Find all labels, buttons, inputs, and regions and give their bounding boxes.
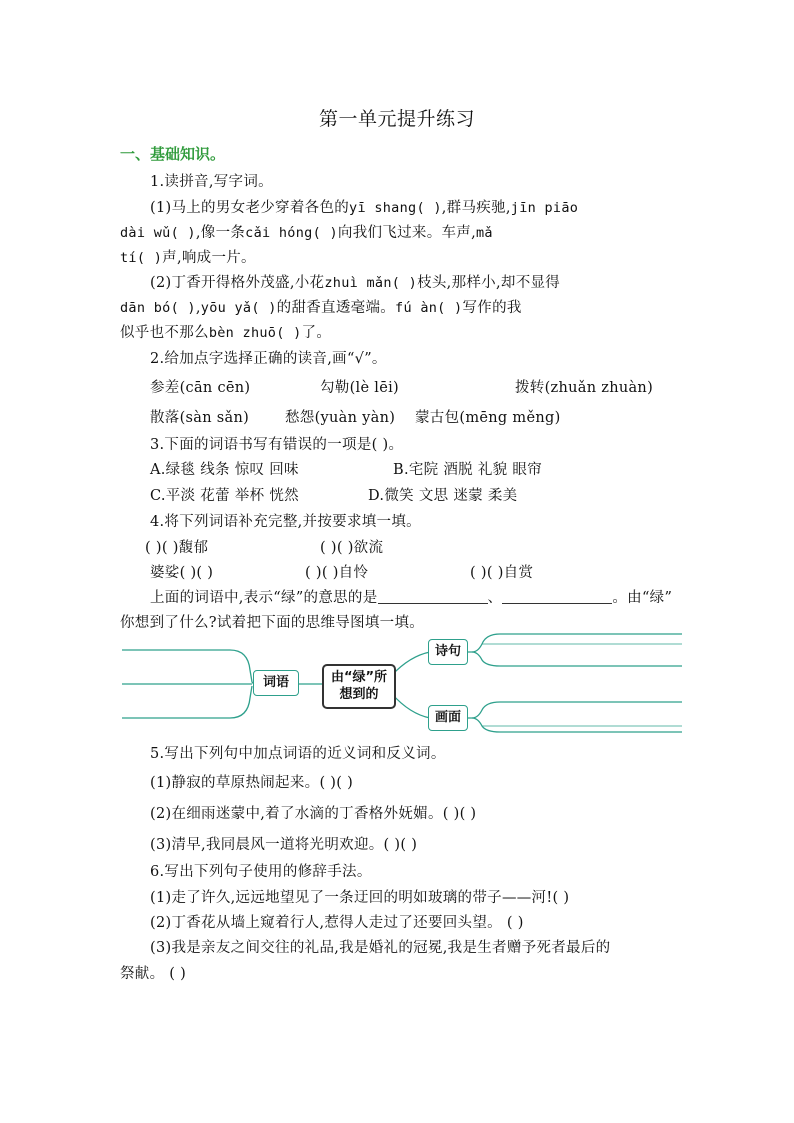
q1-line-1: (1)马上的男女老少穿着各色的yī shang( ),群马疾驰,jīn piāo xyxy=(150,200,579,216)
q6-sentence-3b: 祭献。 ( ) xyxy=(120,966,187,982)
q2-heading: 2.给加点字选择正确的读音,画“√”。 xyxy=(150,351,387,367)
mind-map-node-poems: 诗句 xyxy=(428,639,468,665)
bottom-connector xyxy=(392,694,430,718)
left-branch-line-3 xyxy=(122,686,252,718)
page-title: 第一单元提升练习 xyxy=(318,108,475,130)
bottom-right-line-2 xyxy=(472,718,682,732)
q5-sentence-1: (1)静寂的草原热闹起来。( )( ) xyxy=(150,775,354,791)
q3-heading: 3.下面的词语书写有错误的一项是( )。 xyxy=(150,437,404,453)
mind-map-node-words: 词语 xyxy=(253,670,299,696)
q3-options-ab: A.绿毯 线条 惊叹 回味 B.宅院 酒脱 礼貌 眼帘 xyxy=(150,462,542,478)
section-heading-basic: 一、基础知识。 xyxy=(120,145,226,163)
top-right-line-1 xyxy=(462,634,682,652)
q1-line-6: 似乎也不那么bèn zhuō( )了。 xyxy=(120,325,332,341)
mind-map-center-node: 由“绿”所 想到的 xyxy=(322,664,396,709)
q5-heading: 5.写出下列句中加点词语的近义词和反义词。 xyxy=(150,746,446,762)
q1-line-2: dài wǔ( ),像一条cǎi hóng( )向我们飞过来。车声,mǎ xyxy=(120,225,493,241)
mind-map-node-pictures: 画面 xyxy=(428,705,468,731)
q2-row-1: 参差(cān cēn) 勾勒(lè lēi) 拨转(zhuǎn zhuàn) xyxy=(150,380,654,396)
answer-blank-1[interactable] xyxy=(378,589,488,604)
q6-heading: 6.写出下列句子使用的修辞手法。 xyxy=(150,864,372,880)
mind-map-lines xyxy=(120,630,690,740)
q6-sentence-3a: (3)我是亲友之间交往的礼品,我是婚礼的冠冕,我是生者赠予死者最后的 xyxy=(150,940,611,956)
q5-sentence-3: (3)清早,我同晨风一道将光明欢迎。( )( ) xyxy=(150,837,418,853)
left-branch-line-1 xyxy=(122,650,258,685)
q4-heading: 4.将下列词语补充完整,并按要求填一填。 xyxy=(150,514,421,530)
q1-line-4: (2)丁香开得格外茂盛,小花zhuì mǎn( )枝头,那样小,却不显得 xyxy=(150,275,561,291)
q4-text-1: 上面的词语中,表示“绿”的意思的是 、 。由“绿” xyxy=(150,590,673,606)
q5-sentence-2: (2)在细雨迷蒙中,着了水滴的丁香格外妩媚。( )( ) xyxy=(150,806,477,822)
answer-blank-2[interactable] xyxy=(502,589,612,604)
q3-options-cd: C.平淡 花蕾 举杯 恍然 D.微笑 文思 迷蒙 柔美 xyxy=(150,488,518,504)
q1-heading: 1.读拼音,写字词。 xyxy=(150,174,273,190)
top-right-line-2 xyxy=(472,652,682,666)
q4-row-2: 婆娑( )( ) ( )( )自怜 ( )( )自赏 xyxy=(150,565,534,581)
q2-row-2: 散落(sàn sǎn) 愁怨(yuàn yàn) 蒙古包(mēng měng) xyxy=(150,410,561,426)
top-connector xyxy=(392,652,430,675)
q6-sentence-2: (2)丁香花从墙上窥着行人,惹得人走过了还要回头望。 ( ) xyxy=(150,915,524,931)
q4-text-2: 你想到了什么?试着把下面的思维导图填一填。 xyxy=(120,615,425,631)
bottom-right-line-1 xyxy=(462,702,682,718)
q4-row-1: ( )( )馥郁 ( )( )欲流 xyxy=(145,540,384,556)
q1-line-3: tí( )声,响成一片。 xyxy=(120,250,256,266)
mind-map xyxy=(120,630,690,740)
q6-sentence-1: (1)走了许久,远远地望见了一条迂回的明如玻璃的带子——河!( ) xyxy=(150,890,570,906)
q1-line-5: dān bó( ),yōu yǎ( )的甜香直透毫端。fú àn( )写作的我 xyxy=(120,300,522,316)
